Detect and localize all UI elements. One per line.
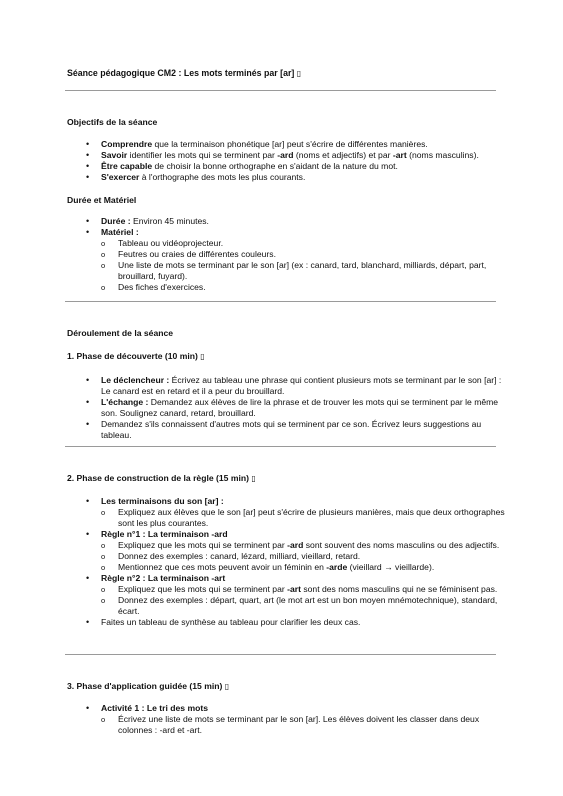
list-item: • Matériel : o Tableau ou vidéoprojecteur. o Feutres ou craies de différentes couleurs. o Une liste de mots se terminant par le son [ar] (ex : canard, tard, blanchard, milliards, départ, part, brouillard, fuyard). o Des fiches d'exercices. bbox=[0, 227, 506, 293]
phase3-heading: 3. Phase d'application guidée (15 min) ▯ bbox=[67, 681, 230, 691]
sublist-item: o Expliquez que les mots qui se terminent par -ard sont souvent des noms masculins ou des adjectifs. bbox=[101, 540, 506, 551]
sublist-item: o Des fiches d'exercices. bbox=[101, 282, 506, 293]
sublist-item: o Mentionnez que ces mots peuvent avoir un féminin en -arde (vieillard → vieillarde). bbox=[101, 562, 506, 573]
list-item: • Le déclencheur : Écrivez au tableau une phrase qui contient plusieurs mots se terminant par le son [ar] : Le canard est en retard et il a peur du brouillard. bbox=[0, 375, 506, 397]
list-item: • L'échange : Demandez aux élèves de lire la phrase et de trouver les mots qui se terminent par le même son. Soulignez canard, retard, brouillard. bbox=[0, 397, 506, 419]
phase2-list bbox=[0, 496, 506, 628]
list-item: • Comprendre que la terminaison phonétique [ar] peut s'écrire de différentes manières. bbox=[0, 139, 506, 150]
missing-glyph-icon: ▯ bbox=[251, 474, 256, 483]
page-title: Séance pédagogique CM2 : Les mots terminés par [ar] ▯ bbox=[67, 68, 302, 78]
list-item: • Règle n°2 : La terminaison -art o Expliquez que les mots qui se terminent par -art sont des noms masculins qui ne se féminisent pas. o Donnez des exemples : départ, quart, art (le mot art est un bon moyen mnémotechnique), standard, écart. bbox=[0, 573, 506, 617]
sublist-item: o Donnez des exemples : départ, quart, art (le mot art est un bon moyen mnémotechnique), standard, écart. bbox=[101, 595, 506, 617]
divider bbox=[65, 654, 496, 655]
phase1-list bbox=[0, 375, 506, 441]
sublist bbox=[101, 584, 506, 617]
list-item: • Être capable de choisir la bonne orthographe en s'aidant de la nature du mot. bbox=[0, 161, 506, 172]
list-item: • Durée : Environ 45 minutes. bbox=[0, 216, 506, 227]
sublist-item: o Expliquez aux élèves que le son [ar] peut s'écrire de plusieurs manières, mais que deux orthographes sont les plus courantes. bbox=[101, 507, 506, 529]
sublist-item: o Expliquez que les mots qui se terminent par -art sont des noms masculins qui ne se féminisent pas. bbox=[101, 584, 506, 595]
list-item: • S'exercer à l'orthographe des mots les plus courants. bbox=[0, 172, 506, 183]
materiel-sublist bbox=[101, 238, 506, 293]
list-item: • Activité 1 : Le tri des mots o Écrivez une liste de mots se terminant par le son [ar]. Les élèves doivent les classer dans deux colonnes : -ard et -art. bbox=[0, 703, 506, 736]
duree-heading: Durée et Matériel bbox=[67, 195, 137, 205]
phase2-heading: 2. Phase de construction de la règle (15 min) ▯ bbox=[67, 473, 256, 483]
sublist bbox=[101, 540, 506, 573]
sublist-item: o Tableau ou vidéoprojecteur. bbox=[101, 238, 506, 249]
missing-glyph-icon: ▯ bbox=[296, 69, 302, 78]
list-item: • Faites un tableau de synthèse au tableau pour clarifier les deux cas. bbox=[0, 617, 506, 628]
sublist-item: o Donnez des exemples : canard, lézard, milliard, vieillard, retard. bbox=[101, 551, 506, 562]
sublist-item: o Écrivez une liste de mots se terminant par le son [ar]. Les élèves doivent les classer dans deux colonnes : -ard et -art. bbox=[101, 714, 506, 736]
divider bbox=[65, 301, 496, 302]
list-item: • Les terminaisons du son [ar] : o Expliquez aux élèves que le son [ar] peut s'écrire de plusieurs manières, mais que deux orthographes sont les plus courantes. bbox=[0, 496, 506, 529]
list-item: • Savoir identifier les mots qui se terminent par -ard (noms et adjectifs) et par -art (noms masculins). bbox=[0, 150, 506, 161]
list-item: • Demandez s'ils connaissent d'autres mots qui se terminent par ce son. Écrivez leurs suggestions au tableau. bbox=[0, 419, 506, 441]
sublist-item: o Une liste de mots se terminant par le son [ar] (ex : canard, tard, blanchard, milliards, départ, part, brouillard, fuyard). bbox=[101, 260, 506, 282]
sublist bbox=[101, 714, 506, 736]
divider bbox=[65, 446, 496, 447]
phase3-list bbox=[0, 703, 506, 736]
sublist bbox=[101, 507, 506, 529]
objectifs-list bbox=[0, 139, 506, 183]
deroulement-heading: Déroulement de la séance bbox=[67, 328, 174, 338]
objectifs-heading: Objectifs de la séance bbox=[67, 117, 158, 127]
missing-glyph-icon: ▯ bbox=[200, 352, 205, 361]
list-item: • Règle n°1 : La terminaison -ard o Expliquez que les mots qui se terminent par -ard sont souvent des noms masculins ou des adjectifs. o Donnez des exemples : canard, lézard, milliard, vieillard, retard. o Mentionnez que ces mots peuvent avoir un féminin en -arde (vieillard → vieillarde). bbox=[0, 529, 506, 573]
missing-glyph-icon: ▯ bbox=[224, 682, 230, 691]
sublist-item: o Feutres ou craies de différentes couleurs. bbox=[101, 249, 506, 260]
divider bbox=[65, 90, 496, 91]
duree-list bbox=[0, 216, 506, 293]
phase1-heading: 1. Phase de découverte (10 min) ▯ bbox=[67, 351, 205, 361]
